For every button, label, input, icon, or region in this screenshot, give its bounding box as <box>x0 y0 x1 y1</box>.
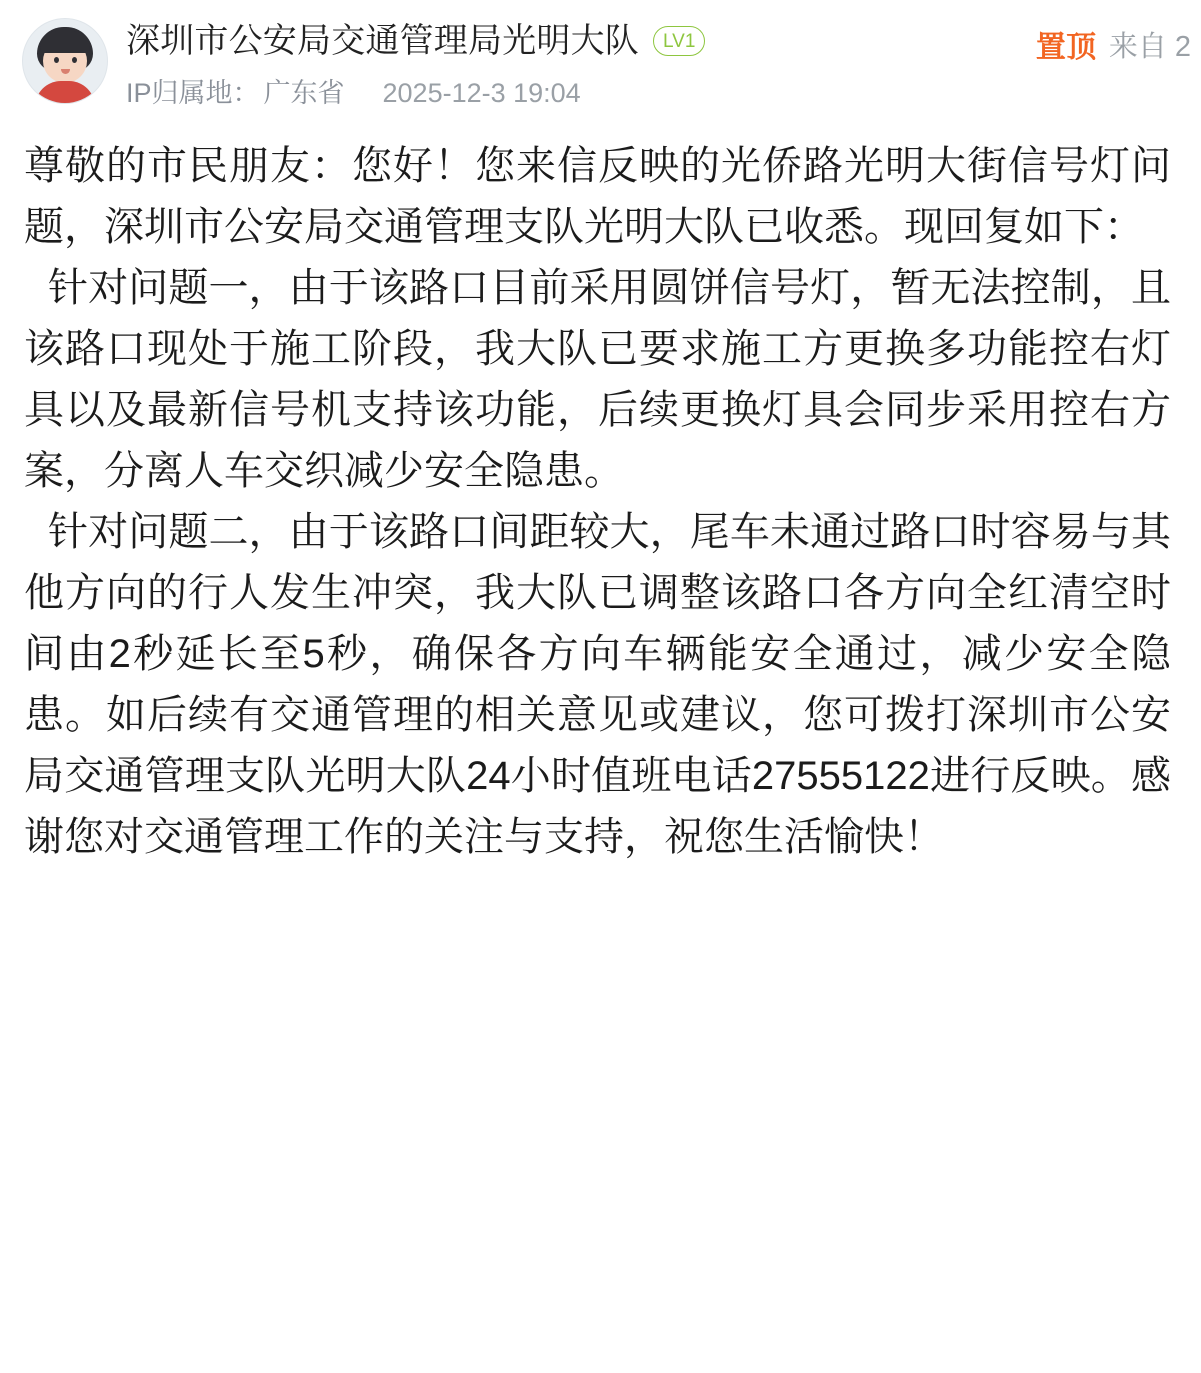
avatar[interactable] <box>22 18 108 104</box>
ip-location-label: IP归属地： <box>126 78 260 108</box>
post-meta <box>126 76 1191 110</box>
header-right <box>1036 16 1191 66</box>
avatar-body <box>35 81 95 104</box>
avatar-fringe <box>40 31 90 53</box>
post-body <box>0 128 1201 868</box>
ip-location-value: 广东省 <box>263 78 345 108</box>
pinned-badge: 置顶 <box>1035 31 1097 64</box>
post-paragraph: 针对问题二，由于该路口间距较大，尾车未通过路口时容易与其他方向的行人发生冲突，我大队已调整该路口各方向全红清空时间由2秒延长至5秒，确保各方向车辆能安全通过，减少安全隐患。如后续有交通管理的相关意见或建议，您可拨打深圳市公安局交通管理支队光明大队24小时值班电话27555122进行反映。感谢您对交通管理工作的关注与支持，祝您生活愉快！ <box>24 510 1171 859</box>
post-paragraph: 尊敬的市民朋友：您好！您来信反映的光侨路光明大街信号灯问题，深圳市公安局交通管理支队光明大队已收悉。现回复如下： <box>24 144 1171 249</box>
avatar-eye-right <box>72 57 77 63</box>
header-text <box>108 14 1191 110</box>
account-name[interactable]: 深圳市公安局交通管理局光明大队 <box>126 22 639 60</box>
post-timestamp: 2025-12-3 19:04 <box>382 78 581 108</box>
source-label[interactable]: 来自 2 <box>1108 30 1191 63</box>
avatar-eye-left <box>54 57 59 63</box>
post-paragraph: 针对问题一，由于该路口目前采用圆饼信号灯，暂无法控制，且该路口现处于施工阶段，我大队已要求施工方更换多功能控右灯具以及最新信号机支持该功能，后续更换灯具会同步采用控右方案，分离人车交织减少安全隐患。 <box>24 266 1171 493</box>
level-badge: LV1 <box>653 26 705 56</box>
post-header <box>0 0 1201 128</box>
account-row <box>126 16 1191 66</box>
